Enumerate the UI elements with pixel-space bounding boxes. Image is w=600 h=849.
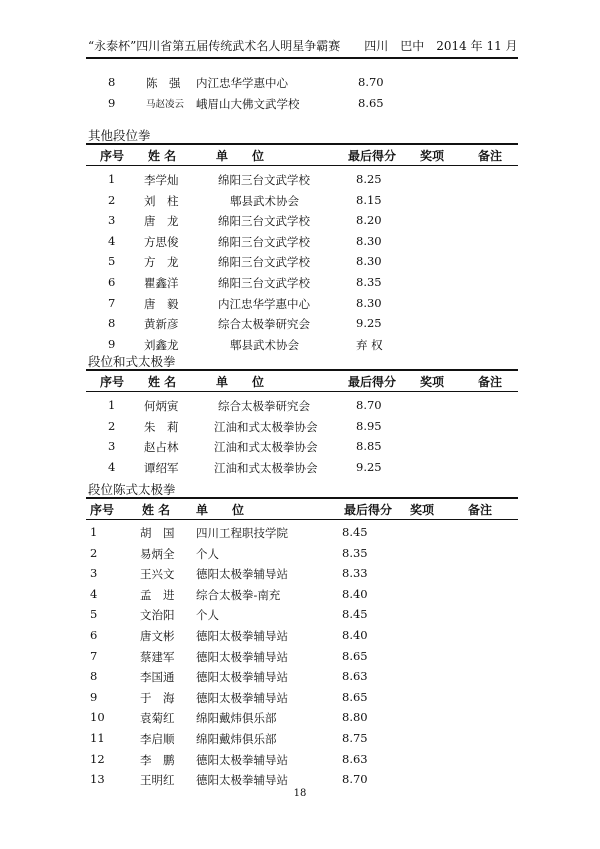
- header-remark: 备注: [478, 375, 503, 389]
- row-number: 4: [108, 233, 116, 248]
- table-row: [86, 604, 518, 625]
- row-name: 李学灿: [144, 173, 179, 187]
- row-name: 孟 进: [140, 587, 175, 602]
- row-number: 13: [90, 772, 105, 787]
- row-number: 3: [90, 566, 98, 581]
- row-number: 5: [90, 607, 98, 622]
- row-score: 8.15: [356, 192, 382, 207]
- row-unit: 绵阳三台文武学校: [218, 214, 310, 229]
- row-name: 李国通: [140, 670, 175, 685]
- page-header: “永泰杯”四川省第五届传统武术名人明星争霸赛 四川 巴中 2014 年 11 月: [88, 39, 518, 53]
- table-row: [86, 231, 518, 252]
- row-unit: 内江忠华学惠中心: [218, 296, 310, 311]
- row-unit: 德阳太极拳辅导站: [196, 690, 288, 705]
- table-row: [86, 436, 518, 457]
- row-score: 8.25: [356, 172, 382, 186]
- row-number: 2: [108, 418, 116, 433]
- row-number: 3: [108, 439, 116, 454]
- header-no: 序号: [90, 503, 115, 517]
- row-name: 黄新彦: [144, 317, 179, 332]
- row-number: 3: [108, 213, 116, 228]
- row-number: 6: [108, 274, 116, 289]
- results-table: [86, 369, 518, 477]
- header-score: 最后得分: [344, 503, 393, 517]
- header-score: 最后得分: [348, 149, 397, 163]
- row-number: 1: [108, 172, 116, 186]
- row-name: 李 鹏: [140, 752, 175, 767]
- table-row: [86, 395, 518, 416]
- row-name: 唐 龙: [144, 214, 179, 229]
- row-number: 2: [108, 192, 116, 207]
- row-name: 瞿鑫洋: [144, 275, 179, 290]
- row-number: 8: [108, 316, 116, 331]
- table-row: [86, 169, 518, 190]
- table-row: [86, 666, 518, 687]
- row-name: 王明红: [140, 773, 175, 788]
- row-unit: 德阳太极拳辅导站: [196, 670, 288, 685]
- section-title: 段位陈式太极拳: [88, 482, 176, 497]
- row-score: 8.63: [342, 751, 368, 766]
- header-unit: 单 位: [196, 503, 245, 517]
- table-header: [86, 369, 518, 392]
- page-number: 18: [293, 788, 307, 799]
- row-name: 于 海: [140, 690, 175, 705]
- header-unit: 单 位: [216, 149, 265, 163]
- row-unit: 德阳太极拳辅导站: [196, 567, 288, 582]
- row-name: 袁菊红: [140, 711, 175, 726]
- header-remark: 备注: [478, 149, 503, 163]
- header-name: 姓 名: [142, 503, 171, 517]
- row-unit: 德阳太极拳辅导站: [196, 773, 288, 788]
- row-number: 8: [90, 669, 98, 684]
- table-row: [86, 190, 518, 211]
- row-name: 刘 柱: [144, 193, 179, 208]
- row-unit: 个人: [196, 608, 219, 623]
- table-row: [86, 272, 518, 293]
- row-score: 8.95: [356, 418, 382, 433]
- row-number: 11: [90, 730, 105, 745]
- row-score: 8.30: [356, 233, 382, 248]
- header-rule: [86, 57, 518, 59]
- row-name: 陈 强: [146, 76, 181, 90]
- row-score: 8.65: [342, 689, 368, 704]
- row-unit: 绵阳戴炜俱乐部: [196, 711, 277, 726]
- row-name: 马赵凌云: [146, 98, 185, 110]
- row-unit: 德阳太极拳辅导站: [196, 649, 288, 664]
- row-score: 8.33: [342, 566, 368, 581]
- row-number: 5: [108, 254, 116, 269]
- row-number: 7: [90, 648, 98, 663]
- row-score: 8.85: [356, 439, 382, 454]
- row-name: 刘鑫龙: [144, 337, 179, 352]
- header-unit: 单 位: [216, 375, 265, 389]
- row-unit: 江油和式太极拳协会: [214, 440, 318, 455]
- table-row: [86, 522, 518, 543]
- row-name: 朱 莉: [144, 419, 179, 434]
- header-remark: 备注: [468, 503, 493, 517]
- row-score: 8.65: [358, 95, 384, 110]
- row-unit: 绵阳三台文武学校: [218, 173, 310, 187]
- row-number: 9: [108, 95, 116, 110]
- row-number: 4: [90, 586, 98, 601]
- row-unit: 综合太极拳研究会: [218, 317, 310, 332]
- table-row: [86, 313, 518, 334]
- table-row: [86, 251, 518, 272]
- table-header: [86, 143, 518, 166]
- row-score: 8.63: [342, 669, 368, 684]
- table-row: [86, 728, 518, 749]
- table-row: [86, 563, 518, 584]
- table-row: [86, 687, 518, 708]
- row-unit: 绵阳戴炜俱乐部: [196, 731, 277, 746]
- row-unit: 峨眉山大佛文武学校: [196, 96, 300, 111]
- row-number: 6: [90, 627, 98, 642]
- row-score: 8.35: [356, 274, 382, 289]
- section-title: 其他段位拳: [88, 128, 151, 143]
- row-unit: 综合太极拳-南充: [196, 587, 281, 602]
- row-score: 8.70: [342, 772, 368, 787]
- row-number: 4: [108, 459, 116, 474]
- table-row: [86, 707, 518, 728]
- row-score: 8.70: [356, 398, 382, 412]
- table-row: [86, 210, 518, 231]
- header-award: 奖项: [420, 149, 445, 163]
- header-award: 奖项: [420, 375, 445, 389]
- row-name: 易炳全: [140, 546, 175, 561]
- row-score: 9.25: [356, 316, 382, 331]
- row-number: 7: [108, 295, 116, 310]
- table-row: [86, 584, 518, 605]
- table-row: [86, 625, 518, 646]
- row-name: 方思俊: [144, 234, 179, 249]
- table-row: [86, 293, 518, 314]
- continued-rows: [88, 72, 518, 113]
- row-unit: 江油和式太极拳协会: [214, 419, 318, 434]
- row-score: 8.35: [342, 545, 368, 560]
- section-title: 段位和式太极拳: [88, 354, 176, 369]
- row-number: 8: [108, 75, 116, 89]
- row-number: 9: [90, 689, 98, 704]
- table-header: [86, 497, 518, 520]
- row-name: 蔡建军: [140, 649, 175, 664]
- row-number: 1: [90, 525, 98, 539]
- row-unit: 绵阳三台文武学校: [218, 234, 310, 249]
- row-number: 9: [108, 336, 116, 351]
- table-row: [86, 769, 518, 790]
- table-row: [86, 543, 518, 564]
- row-unit: 德阳太极拳辅导站: [196, 628, 288, 643]
- row-unit: 德阳太极拳辅导站: [196, 752, 288, 767]
- row-name: 赵占林: [144, 440, 179, 455]
- row-unit: 江油和式太极拳协会: [214, 460, 318, 475]
- row-score: 8.30: [356, 254, 382, 269]
- header-name: 姓 名: [148, 149, 177, 163]
- row-score: 8.40: [342, 586, 368, 601]
- row-unit: 四川工程职技学院: [196, 526, 288, 540]
- row-score: 8.30: [356, 295, 382, 310]
- row-name: 方 龙: [144, 255, 179, 270]
- row-unit: 郫县武术协会: [230, 337, 299, 352]
- row-number: 1: [108, 398, 116, 412]
- results-table: [86, 143, 518, 354]
- table-row: [86, 749, 518, 770]
- row-name: 谭绍军: [144, 460, 179, 475]
- header-score: 最后得分: [348, 375, 397, 389]
- row-number: 12: [90, 751, 105, 766]
- row-score: 8.20: [356, 213, 382, 228]
- row-number: 2: [90, 545, 98, 560]
- results-table: [86, 497, 518, 790]
- row-name: 胡 国: [140, 526, 175, 540]
- row-score: 8.65: [342, 648, 368, 663]
- row-score: 9.25: [356, 459, 382, 474]
- header-no: 序号: [100, 375, 125, 389]
- row-unit: 个人: [196, 546, 219, 561]
- row-name: 王兴文: [140, 567, 175, 582]
- row-unit: 内江忠华学惠中心: [196, 76, 288, 90]
- table-row: [86, 416, 518, 437]
- row-score: 8.45: [342, 607, 368, 622]
- row-score: 8.45: [342, 525, 368, 539]
- row-unit: 绵阳三台文武学校: [218, 275, 310, 290]
- row-score: 8.75: [342, 730, 368, 745]
- row-score: 弃 权: [356, 337, 383, 352]
- row-unit: 综合太极拳研究会: [218, 399, 310, 413]
- row-score: 8.40: [342, 627, 368, 642]
- header-award: 奖项: [410, 503, 435, 517]
- row-name: 唐 毅: [144, 296, 179, 311]
- row-score: 8.80: [342, 710, 368, 725]
- header-name: 姓 名: [148, 375, 177, 389]
- table-row: [88, 72, 518, 93]
- row-name: 何炳寅: [144, 399, 179, 413]
- row-name: 唐文彬: [140, 628, 175, 643]
- row-name: 文治阳: [140, 608, 175, 623]
- row-score: 8.70: [358, 75, 384, 89]
- table-row: [86, 457, 518, 478]
- table-row: [88, 93, 518, 114]
- row-name: 李启顺: [140, 731, 175, 746]
- header-no: 序号: [100, 149, 125, 163]
- row-unit: 郫县武术协会: [230, 193, 299, 208]
- row-number: 10: [90, 710, 105, 725]
- row-unit: 绵阳三台文武学校: [218, 255, 310, 270]
- table-row: [86, 646, 518, 667]
